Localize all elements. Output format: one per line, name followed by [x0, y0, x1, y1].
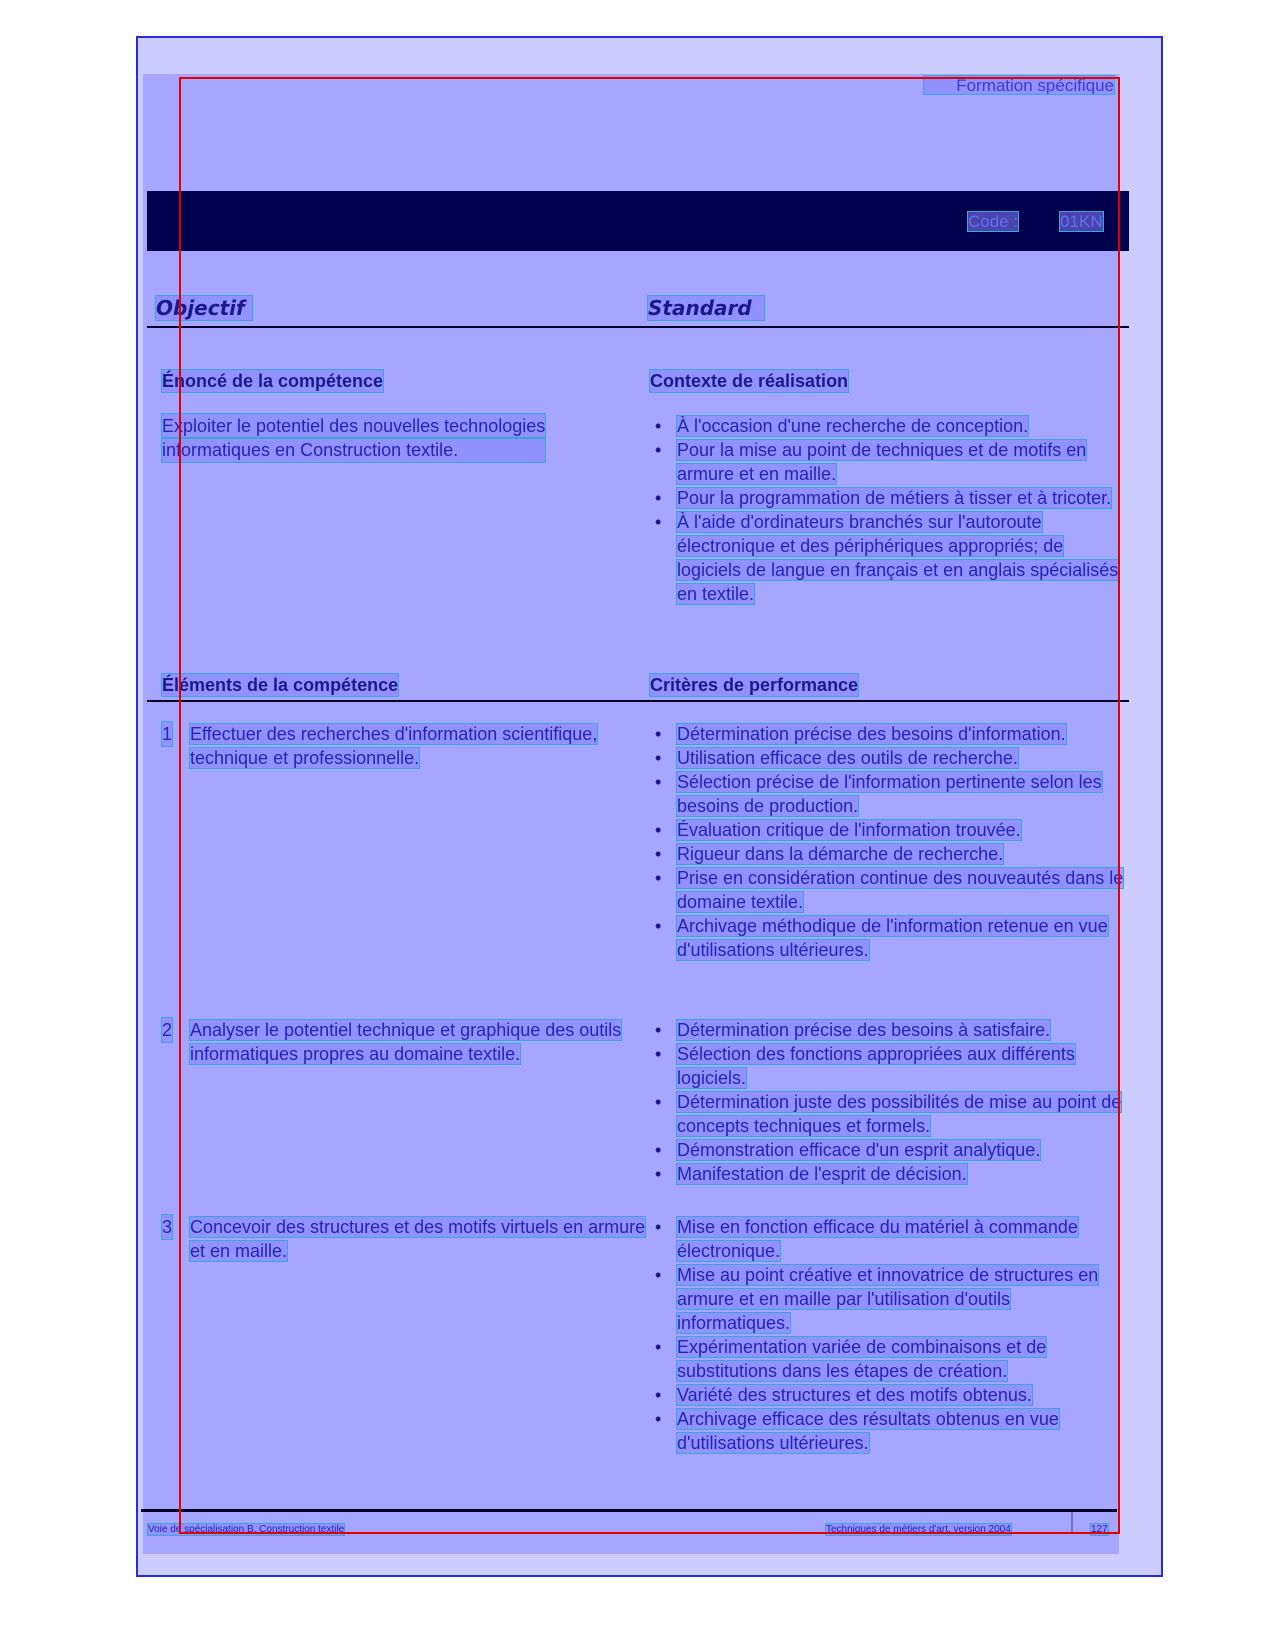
program-label: Formation spécifique [924, 76, 1114, 94]
statement-heading: Énoncé de la compétence [162, 371, 384, 391]
criterion-item: • Manifestation de l'esprit de décision. [655, 1162, 1125, 1186]
criterion-item: • Archivage méthodique de l'information retenue en vue d'utilisations ultérieures. [655, 914, 1125, 962]
context-item: • À l'aide d'ordinateurs branchés sur l'autoroute électronique et des périphériques appropriés; de logiciels de langue en français et en anglais spécialisés en textile. [655, 510, 1125, 606]
context-list [655, 414, 1125, 606]
criterion-item: • Sélection précise de l'information pertinente selon les besoins de production. [655, 770, 1125, 818]
criterion-item: • Mise en fonction efficace du matériel à commande électronique. [655, 1215, 1125, 1263]
criteria-list-1 [655, 722, 1125, 962]
criterion-item: • Détermination précise des besoins à satisfaire. [655, 1018, 1125, 1042]
criterion-item: • Archivage efficace des résultats obtenus en vue d'utilisations ultérieures. [655, 1407, 1125, 1455]
competence-element-3 [162, 1215, 652, 1263]
element-text: Analyser le potentiel technique et graphique des outils informatiques propres au domaine textile. [190, 1020, 622, 1064]
context-heading: Contexte de réalisation [650, 371, 849, 391]
objective-column-title: Objectif [156, 296, 252, 320]
element-number: 2 [162, 1020, 173, 1040]
criteria-heading: Critères de performance [650, 675, 859, 695]
competence-element-2 [162, 1018, 652, 1066]
criterion-item: • Prise en considération continue des nouveautés dans le domaine textile. [655, 866, 1125, 914]
criterion-item: • Expérimentation variée de combinaisons et de substitutions dans les étapes de création. [655, 1335, 1125, 1383]
footer-right: Techniques de métiers d'art, version 2004 [826, 1524, 1011, 1535]
criterion-item: • Démonstration efficace d'un esprit analytique. [655, 1138, 1125, 1162]
criterion-item: • Variété des structures et des motifs obtenus. [655, 1383, 1125, 1407]
criterion-item: • Mise au point créative et innovatrice de structures en armure et en maille par l'utilisation d'outils informatiques. [655, 1263, 1125, 1335]
element-number: 1 [162, 724, 173, 744]
elements-heading: Éléments de la compétence [162, 675, 399, 695]
element-number: 3 [162, 1217, 173, 1237]
code-value: 01KN [1060, 212, 1103, 231]
criterion-item: • Utilisation efficace des outils de recherche. [655, 746, 1125, 770]
context-item: • Pour la mise au point de techniques et de motifs en armure et en maille. [655, 438, 1125, 486]
criteria-list-2 [655, 1018, 1125, 1186]
competency-code [968, 212, 1103, 232]
criterion-item: • Évaluation critique de l'information trouvée. [655, 818, 1125, 842]
criteria-list-3 [655, 1215, 1125, 1455]
title-divider [147, 326, 1129, 328]
criterion-item: • Sélection des fonctions appropriées aux différents logiciels. [655, 1042, 1125, 1090]
elements-divider [147, 700, 1129, 702]
element-text: Concevoir des structures et des motifs virtuels en armure et en maille. [190, 1217, 646, 1261]
standard-column-title: Standard [648, 296, 764, 320]
statement-line: Exploiter le potentiel des nouvelles technologies [162, 416, 546, 436]
criterion-item: • Détermination précise des besoins d'information. [655, 722, 1125, 746]
footer-divider [141, 1509, 1117, 1512]
criterion-item: • Détermination juste des possibilités de mise au point de concepts techniques et formels. [655, 1090, 1125, 1138]
context-item: • Pour la programmation de métiers à tisser et à tricoter. [655, 486, 1125, 510]
footer-left: Voie de spécialisation B, Construction textile [148, 1524, 345, 1535]
element-text: Effectuer des recherches d'information scientifique, technique et professionnelle. [190, 724, 598, 768]
footer-separator [1071, 1512, 1073, 1534]
criterion-item: • Rigueur dans la démarche de recherche. [655, 842, 1125, 866]
page-number: 127 [1091, 1524, 1108, 1535]
competence-statement [162, 414, 545, 462]
competence-element-1 [162, 722, 652, 770]
context-item: • À l'occasion d'une recherche de conception. [655, 414, 1125, 438]
statement-line: informatiques en Construction textile. [162, 438, 545, 462]
code-label: Code : [968, 212, 1019, 231]
